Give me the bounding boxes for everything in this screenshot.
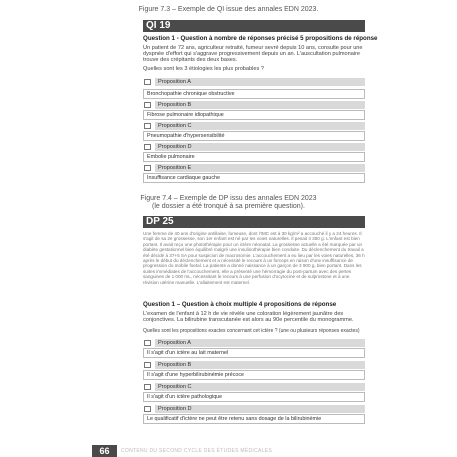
dp-option-a-checkbox[interactable] <box>144 340 151 346</box>
dp-option-d-checkbox[interactable] <box>144 406 151 412</box>
qi-option-e-checkbox[interactable] <box>144 165 151 171</box>
figure-7-4-note: (le dossier a été tronqué à sa première question). <box>152 203 305 210</box>
qi-option-d-label: Proposition D <box>155 143 365 151</box>
dp-option-b-text: Il s'agit d'une hyperbilirubinémie précoce <box>143 370 365 380</box>
dp-option-c-text: Il s'agit d'un ictère pathologique <box>143 392 365 402</box>
dp-option-b-checkbox[interactable] <box>144 362 151 368</box>
dp-option-d-label: Proposition D <box>155 405 365 413</box>
dp-option-b[interactable] <box>143 361 365 369</box>
qi-option-c-label: Proposition C <box>155 122 365 130</box>
dp-option-c[interactable] <box>143 383 365 391</box>
dp-option-d-text: Le qualificatif d'ictère ne peut être retenu sans dosage de la bilirubinémie <box>143 414 365 424</box>
dp-header: DP 25 <box>143 216 365 228</box>
qi-option-a-label: Proposition A <box>155 78 365 86</box>
figure-7-3-caption: Figure 7.3 – Exemple de QI issue des annales EDN 2023. <box>138 6 319 13</box>
qi-option-e-label: Proposition E <box>155 164 365 172</box>
dp-question-title: Question 1 – Question à choix multiple 4 propositions de réponse <box>143 301 337 308</box>
qi-option-c-text: Pneumopathie d'hypersensibilité <box>143 131 365 141</box>
dp-stem: L'examen de l'enfant à 12 h de vie révèle une coloration légèrement jaunâtre des conjonctives. La bilirubine transcutanée est alors au 90e percentile du monogramme. <box>143 311 354 324</box>
figure-7-4-caption: Figure 7.4 – Exemple de DP issu des annales EDN 2023 <box>140 195 317 202</box>
qi-option-c-checkbox[interactable] <box>144 123 151 129</box>
qi-question-title: Question 1 - Question à nombre de réponses précisé 5 propositions de réponse <box>143 35 378 42</box>
dp-option-a-label: Proposition A <box>155 339 365 347</box>
qi-option-a[interactable] <box>143 78 365 86</box>
qi-option-b-text: Fibrose pulmonaire idiopathique <box>143 110 365 120</box>
dp-option-a-text: Il s'agit d'un ictère au lait maternel <box>143 348 365 358</box>
qi-option-e[interactable] <box>143 164 365 172</box>
qi-prompt: Quelles sont les 3 étiologies les plus probables ? <box>143 66 264 72</box>
qi-option-b-checkbox[interactable] <box>144 102 151 108</box>
qi-option-c[interactable] <box>143 122 365 130</box>
qi-option-b-label: Proposition B <box>155 101 365 109</box>
qi-option-d-checkbox[interactable] <box>144 144 151 150</box>
qi-option-a-text: Bronchopathie chronique obstructive <box>143 89 365 99</box>
qi-stem: Un patient de 72 ans, agriculteur retraité, fumeur sevré depuis 10 ans, consulte pour une dyspnée d'effort qui s'aggrave progressivement depuis un an. L'auscultation pulmonaire trouve des crépitants des deux bases. <box>143 45 363 64</box>
dp-option-c-label: Proposition C <box>155 383 365 391</box>
qi-option-b[interactable] <box>143 101 365 109</box>
qi-option-e-text: Insuffisance cardiaque gauche <box>143 173 365 183</box>
dp-option-c-checkbox[interactable] <box>144 384 151 390</box>
running-title: CONTENU DU SECOND CYCLE DES ÉTUDES MÉDICALES <box>121 448 272 454</box>
qi-option-d[interactable] <box>143 143 365 151</box>
page-number: 66 <box>92 445 117 457</box>
qi-header: QI 19 <box>143 20 365 32</box>
dp-option-a[interactable] <box>143 339 365 347</box>
qi-option-a-checkbox[interactable] <box>144 79 151 85</box>
dp-option-d[interactable] <box>143 405 365 413</box>
dp-case-text: Une femme de 40 ans d'origine antillaise, fumeuse, dont l'IMC est à 30 kg/m² a accouché il y a 24 heures. Il s'agit de sa 2e grossesse, son 1er enfant est né par les voies naturelles. Il pesait 4 350 g. L'enfant est bien portant. Il avait reçu une photothérapie pour un ictère néonatal. La grossesse actuelle a été marquée par un diabète gestationnel bien équilibré malgré une insulinothérapie bien conduite. Du déclenchement du travail a été décidé à 37+5 SA pour suspicion de macrosomie. L'accouchement a eu lieu par les voies naturelles, 36 h après le début du déclenchement et a nécessité le recours à un forceps en raison d'une insuffisance de progression du mobile foetal. La patiente a donné naissance à un garçon de 3 900 g, bien portant. Dans les suites immédiates de l'accouchement, elle a présenté une hémorragie du post-partum avec des pertes sanguines de 1 000 mL, nécessitant le recours à une perfusion d'ocytocine et de sulprostone et à une révision utérine manuelle. L'allaitement est maternel. <box>143 231 365 285</box>
dp-prompt: Quelles sont les propositions exactes concernant cet ictère ? (une ou plusieurs réponses exactes) <box>143 328 360 334</box>
qi-option-d-text: Embolie pulmonaire <box>143 152 365 162</box>
dp-option-b-label: Proposition B <box>155 361 365 369</box>
